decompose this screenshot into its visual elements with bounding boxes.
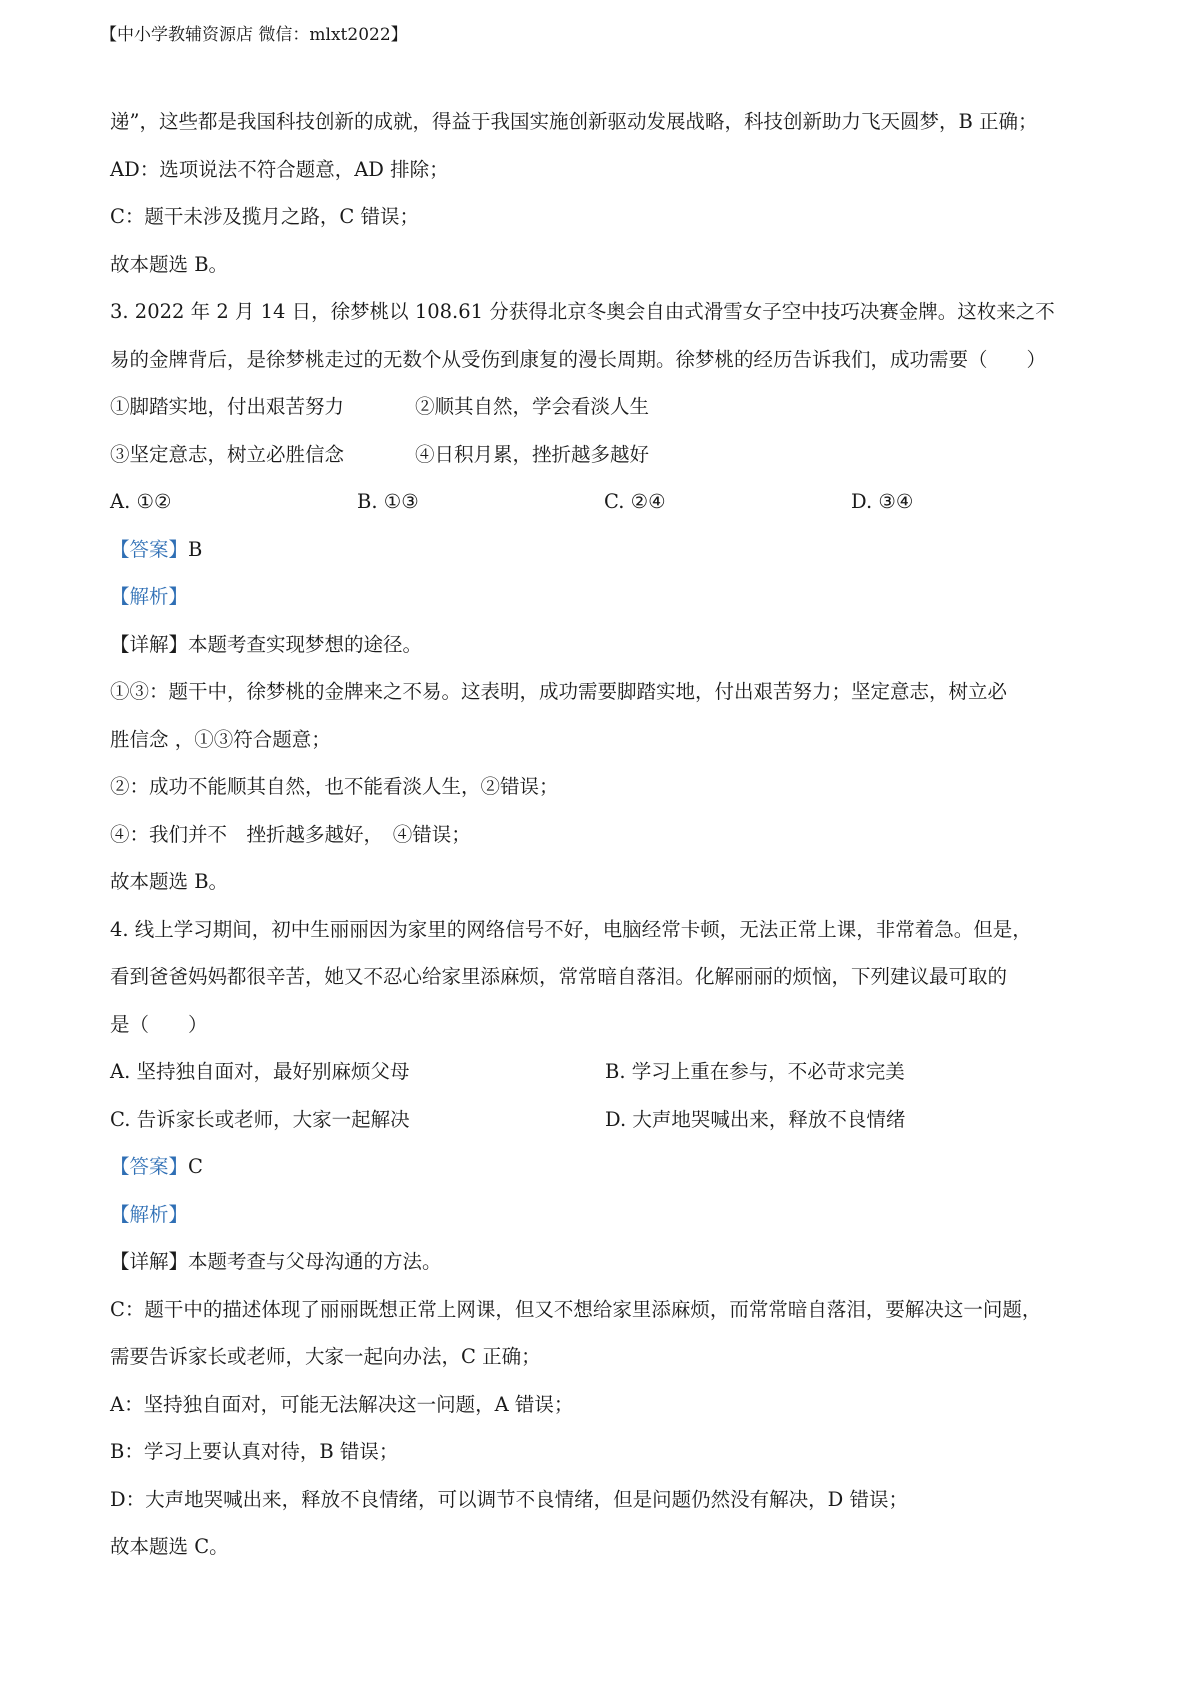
answer-tag: 【答案】 [110, 537, 189, 561]
explain-line: A：坚持独自面对，可能无法解决这一问题，A 错误； [110, 1392, 574, 1416]
explain-line: 胜信念 ，①③符合题意； [110, 727, 331, 751]
question-3-items-row [110, 431, 1100, 479]
statement-item-3: ③坚定意志，树立必胜信念 [110, 442, 345, 466]
explain-line: 需要告诉家长或老师，大家一起向办法，C 正确； [110, 1345, 541, 1368]
explain-line: ①③：题干中，徐梦桃的金牌来之不易。这表明，成功需要脚踏实地，付出艰苦努力；坚定意志，树立必 [110, 680, 1008, 703]
analysis-line [110, 573, 1100, 621]
text-line: 递”，这些都是我国科技创新的成就，得益于我国实施创新驱动发展战略，科技创新助力飞天圆梦，B 正确； [110, 110, 1038, 133]
option-c: C. ②④ [604, 490, 666, 513]
explain-line: 故本题选 C。 [110, 1535, 229, 1558]
option-a: A. ①② [110, 490, 172, 513]
answer-line [110, 526, 1100, 574]
statement-item-4: ④日积月累，挫折越多越好 [415, 442, 650, 466]
question-3-items-row [110, 383, 1100, 431]
question-4-stem: 看到爸爸妈妈都很辛苦，她又不忍心给家里添麻烦，常常暗自落泪。化解丽丽的烦恼，下列建议最可取的 [110, 965, 1008, 988]
option-d: D. 大声地哭喊出来，释放不良情绪 [605, 1107, 906, 1131]
explain-line: D：大声地哭喊出来，释放不良情绪，可以调节不良情绪，但是问题仍然没有解决，D 错误； [110, 1487, 908, 1511]
question-4-options-row [110, 1096, 1100, 1144]
explain-line: 故本题选 B。 [110, 870, 229, 893]
question-3-options [110, 478, 1100, 526]
analysis-tag: 【解析】 [110, 1202, 189, 1226]
explain-line: C：题干中的描述体现了丽丽既想正常上网课，但又不想给家里添麻烦，而常常暗自落泪，要解决这一问题， [110, 1297, 1042, 1321]
question-4-options-row [110, 1048, 1100, 1096]
option-a: A. 坚持独自面对，最好别麻烦父母 [110, 1060, 410, 1083]
explain-line: ④：我们并不 挫折越多越好， ④错误； [110, 822, 471, 846]
option-b: B. ①③ [357, 490, 419, 513]
statement-item-1: ①脚踏实地，付出艰苦努力 [110, 395, 345, 418]
question-4-stem: 4. 线上学习期间，初中生丽丽因为家里的网络信号不好，电脑经常卡顿，无法正常上课，非常着急。但是， [110, 917, 1032, 941]
question-3-stem: 3. 2022 年 2 月 14 日，徐梦桃以 108.61 分获得北京冬奥会自由式滑雪女子空中技巧决赛金牌。这枚来之不 [110, 300, 1055, 323]
analysis-tag: 【解析】 [110, 585, 189, 608]
text-line: AD：选项说法不符合题意，AD 排除； [110, 157, 449, 181]
answer-value: B [188, 537, 203, 561]
text-line: C：题干未涉及揽月之路，C 错误； [110, 205, 420, 228]
statement-item-2: ②顺其自然，学会看淡人生 [415, 395, 650, 418]
option-c: C. 告诉家长或老师，大家一起解决 [110, 1107, 410, 1131]
page-header: 【中小学教辅资源店 微信：mlxt2022】 [100, 25, 408, 45]
answer-line [110, 1143, 1100, 1191]
option-d: D. ③④ [851, 490, 914, 513]
explain-line: B：学习上要认真对待，B 错误； [110, 1440, 399, 1463]
explain-line: 【详解】本题考查实现梦想的途径。 [110, 632, 423, 656]
explain-line: 【详解】本题考查与父母沟通的方法。 [110, 1250, 442, 1273]
document-body [110, 98, 1100, 1571]
answer-value: C [188, 1155, 203, 1178]
answer-tag: 【答案】 [110, 1155, 189, 1178]
option-b: B. 学习上重在参与，不必苛求完美 [605, 1060, 905, 1083]
question-4-stem: 是（ ） [110, 1012, 208, 1036]
analysis-line [110, 1191, 1100, 1239]
text-line: 故本题选 B。 [110, 252, 229, 276]
question-3-stem: 易的金牌背后，是徐梦桃走过的无数个从受伤到康复的漫长周期。徐梦桃的经历告诉我们，成功需要（ ） [110, 347, 1047, 371]
explain-line: ②：成功不能顺其自然，也不能看淡人生，②错误； [110, 775, 559, 798]
